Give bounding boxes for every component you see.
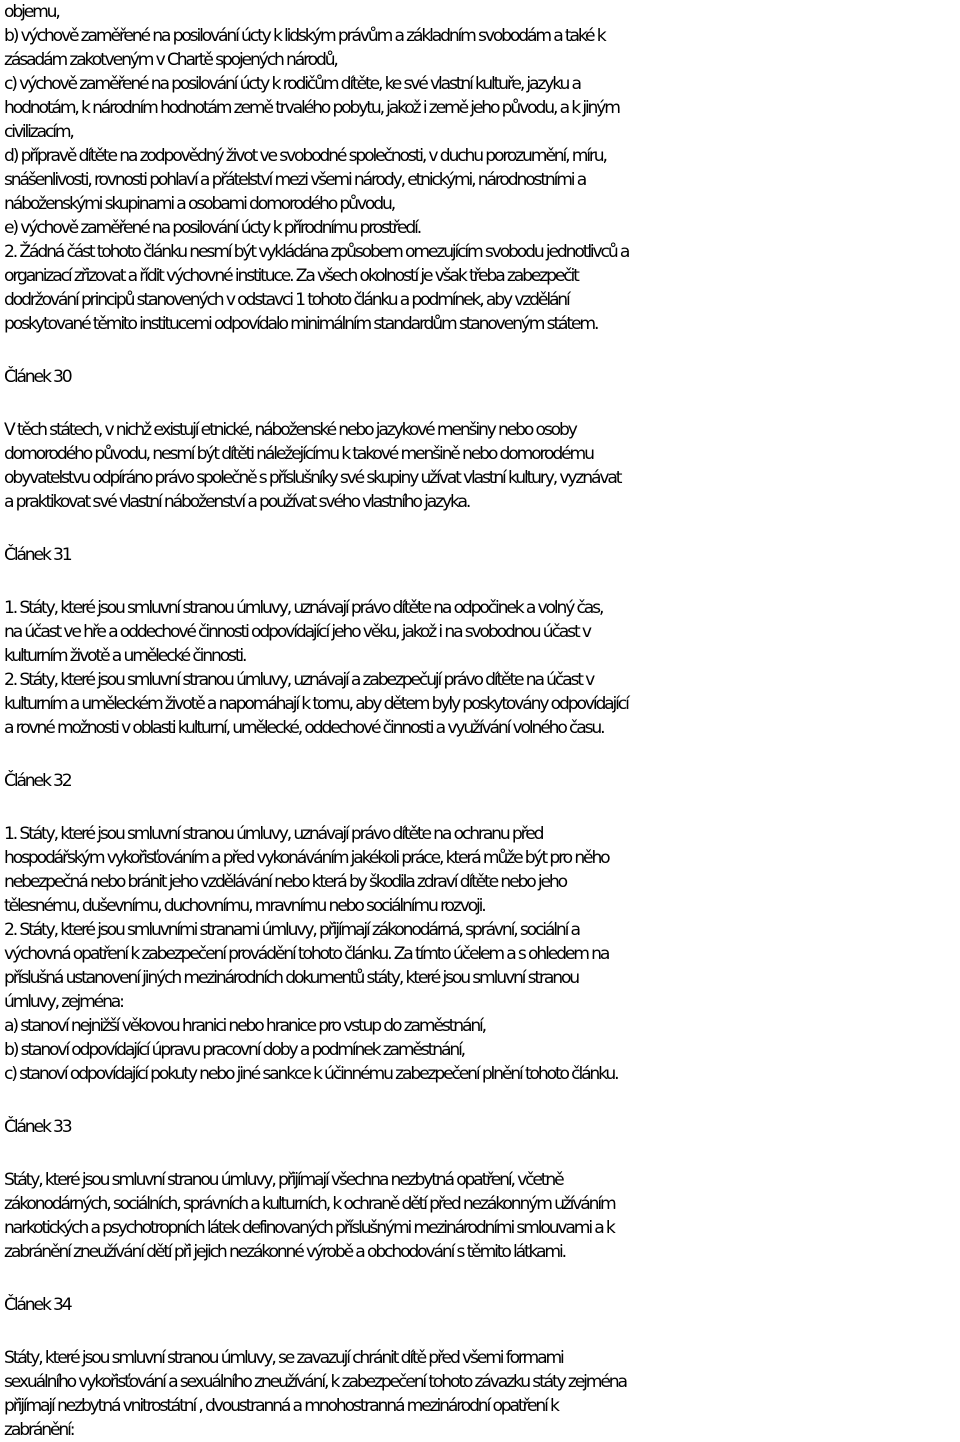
- article-heading: Článek 34: [4, 1295, 71, 1315]
- text-line: kulturním životě a umělecké činnosti.: [4, 646, 246, 666]
- text-line: 2. Státy, které jsou smluvní stranou úmluvy, uznávají a zabezpečují právo dítěte na účast v: [4, 670, 594, 690]
- paragraph-gap: [4, 1264, 960, 1293]
- text-line: V těch státech, v nichž existují etnické, náboženské nebo jazykové menšiny nebo osoby: [4, 420, 576, 440]
- paragraph-gap: [4, 567, 960, 596]
- text-line: Státy, které jsou smluvní stranou úmluvy, se zavazují chránit dítě před všemi formami: [4, 1348, 563, 1368]
- text-line: d) přípravě dítěte na zodpovědný život ve svobodné společnosti, v duchu porozumění, míru,: [4, 146, 606, 166]
- text-line: nebezpečná nebo bránit jeho vzdělávání nebo která by škodila zdraví dítěte nebo jeho: [4, 872, 566, 892]
- text-line: a) stanoví nejnižší věkovou hranici nebo hranice pro vstup do zaměstnání,: [4, 1016, 485, 1036]
- paragraph-gap: [4, 1317, 960, 1346]
- text-line: 2. Státy, které jsou smluvními stranami úmluvy, přijímají zákonodárná, správní, sociální a: [4, 920, 579, 940]
- text-line: tělesnému, duševnímu, duchovnímu, mravnímu nebo sociálnímu rozvoji.: [4, 896, 485, 916]
- text-line: zabránění zneužívání dětí při jejich nezákonné výrobě a obchodování s těmito látkami.: [4, 1242, 565, 1262]
- text-line: b) výchově zaměřené na posilování úcty k lidským právům a základním svobodám a také k: [4, 26, 605, 46]
- text-line: náboženskými skupinami a osobami domorodého původu,: [4, 194, 395, 214]
- text-line: objemu,: [4, 2, 59, 22]
- text-line: úmluvy, zejména:: [4, 992, 123, 1012]
- text-line: 1. Státy, které jsou smluvní stranou úmluvy, uznávají právo dítěte na ochranu před: [4, 824, 543, 844]
- text-line: zabránění:: [4, 1420, 74, 1440]
- text-line: sexuálního vykořisťování a sexuálního zneužívání, k zabezpečení tohoto závazku státy zejména: [4, 1372, 626, 1392]
- text-line: kulturním a uměleckém životě a napomáhají k tomu, aby dětem byly poskytovány odpovídající: [4, 694, 628, 714]
- text-line: a praktikovat své vlastní náboženství a používat svého vlastního jazyka.: [4, 492, 470, 512]
- article-heading: Článek 30: [4, 367, 71, 387]
- text-line: civilizacím,: [4, 122, 73, 142]
- paragraph-gap: [4, 793, 960, 822]
- text-line: výchovná opatření k zabezpečení provádění tohoto článku. Za tímto účelem a s ohledem na: [4, 944, 609, 964]
- article-heading: Článek 31: [4, 545, 71, 565]
- article-heading: Článek 32: [4, 771, 71, 791]
- text-line: příslušná ustanovení jiných mezinárodních dokumentů státy, které jsou smluvní stranou: [4, 968, 579, 988]
- text-line: poskytované těmito institucemi odpovídalo minimálním standardům stanoveným státem.: [4, 314, 598, 334]
- text-line: organizací zřizovat a řídit výchovné instituce. Za všech okolností je však třeba zabezpečit: [4, 266, 578, 286]
- text-line: dodržování principů stanovených v odstavci 1 tohoto článku a podmínek, aby vzdělání: [4, 290, 569, 310]
- paragraph-gap: [4, 389, 960, 418]
- text-line: přijímají nezbytná vnitrostátní , dvoustranná a mnohostranná mezinárodní opatření k: [4, 1396, 558, 1416]
- text-line: e) výchově zaměřené na posilování úcty k přírodnímu prostředí.: [4, 218, 421, 238]
- text-line: hospodářským vykořisťováním a před vykonáváním jakékoli práce, která může být pro něho: [4, 848, 609, 868]
- text-line: b) stanoví odpovídající úpravu pracovní doby a podmínek zaměstnání,: [4, 1040, 464, 1060]
- text-line: a rovné možnosti v oblasti kulturní, umělecké, oddechové činnosti a využívání volného času.: [4, 718, 604, 738]
- paragraph-gap: [4, 336, 960, 365]
- paragraph-gap: [4, 514, 960, 543]
- text-line: snášenlivosti, rovnosti pohlaví a přátelství mezi všemi národy, etnickými, národnostními a: [4, 170, 586, 190]
- text-line: domorodého původu, nesmí být dítěti náležejícímu k takové menšině nebo domorodému: [4, 444, 593, 464]
- article-heading: Článek 33: [4, 1117, 71, 1137]
- text-line: zákonodárných, sociálních, správních a kulturních, k ochraně dětí před nezákonným užíváním: [4, 1194, 615, 1214]
- text-line: zásadám zakotveným v Chartě spojených národů,: [4, 50, 337, 70]
- text-line: 2. Žádná část tohoto článku nesmí být vykládána způsobem omezujícím svobodu jednotlivců a: [4, 242, 629, 262]
- paragraph-gap: [4, 740, 960, 769]
- text-line: 1. Státy, které jsou smluvní stranou úmluvy, uznávají právo dítěte na odpočinek a volný čas,: [4, 598, 603, 618]
- text-line: c) stanoví odpovídající pokuty nebo jiné sankce k účinnému zabezpečení plnění tohoto článku.: [4, 1064, 618, 1084]
- text-line: na účast ve hře a oddechové činnosti odpovídající jeho věku, jakož i na svobodnou účast v: [4, 622, 590, 642]
- text-line: hodnotám, k národním hodnotám země trvalého pobytu, jakož i země jeho původu, a k jiným: [4, 98, 619, 118]
- text-line: c) výchově zaměřené na posilování úcty k rodičům dítěte, ke své vlastní kultuře, jazyku a: [4, 74, 580, 94]
- paragraph-gap: [4, 1139, 960, 1168]
- text-line: Státy, které jsou smluvní stranou úmluvy, přijímají všechna nezbytná opatření, včetně: [4, 1170, 563, 1190]
- text-line: obyvatelstvu odpíráno právo společně s příslušníky své skupiny užívat vlastní kultury, vyznávat: [4, 468, 621, 488]
- paragraph-gap: [4, 1086, 960, 1115]
- text-line: narkotických a psychotropních látek definovaných příslušnými mezinárodními smlouvami a k: [4, 1218, 614, 1238]
